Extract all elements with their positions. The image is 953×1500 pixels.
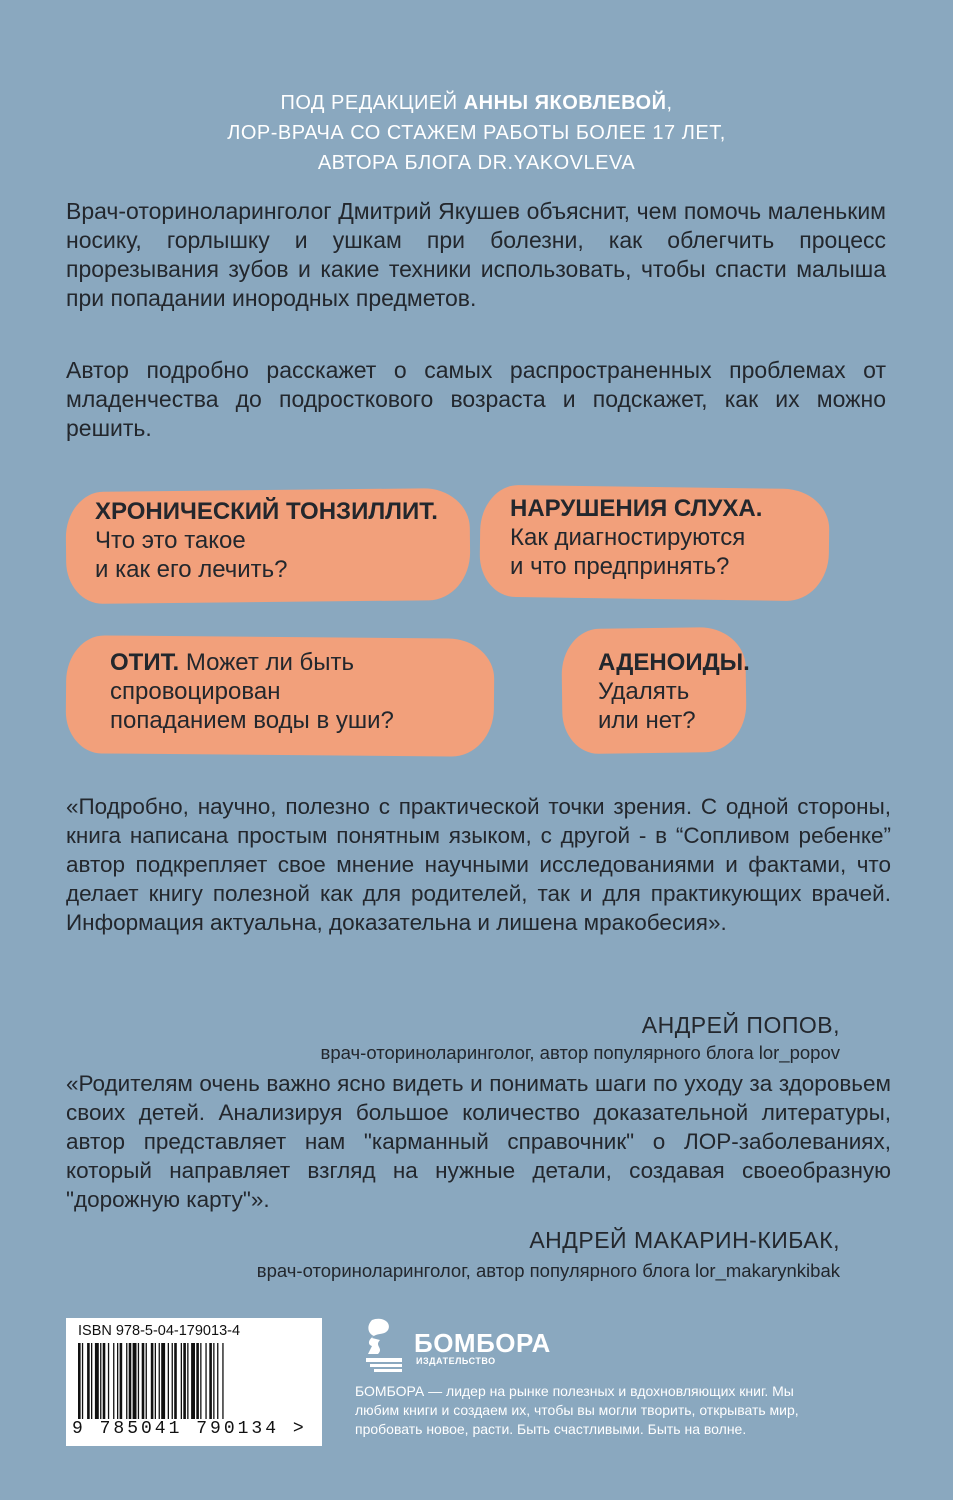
barcode-number: 9 785041 790134 > [72, 1419, 307, 1439]
topic-line: Может ли быть [179, 649, 355, 676]
editor-credit [0, 88, 953, 178]
barcode-icon [76, 1343, 312, 1421]
bombora-logo-icon [362, 1316, 408, 1374]
publisher-brand-sub: ИЗДАТЕЛЬСТВО [416, 1356, 496, 1366]
topic-text-adenoids [598, 648, 750, 735]
review-author-desc-1: врач-оториноларинголог, автор популярного блога lor_popov [320, 1042, 840, 1063]
topic-line: и что предпринять? [510, 553, 730, 580]
review-quote-2: «Родителям очень важно ясно видеть и понимать шаги по уходу за здоровьем своих детей. Анализируя большое количество доказательной литературы, автор представляет нам "карманный справочник" о ЛОР-заболеваниях, который направляет взгляд на нужные детали, создавая своеобразную "дорожную карту"». [66, 1071, 891, 1212]
description-paragraph-2: Автор подробно расскажет о самых распространенных проблемах от младенчества до подросткового возраста и подскажет, как их можно решить. [66, 357, 886, 441]
topic-line: или нет? [598, 707, 696, 734]
topic-line: попаданием воды в уши? [110, 707, 394, 734]
description-paragraph-1: Врач-оториноларинголог Дмитрий Якушев объяснит, чем помочь маленьким носику, горлышку и ушкам при болезни, как облегчить процесс прорезывания зубов и какие техники использовать, чтобы спасти малыша при попадании инородных предметов. [66, 198, 886, 311]
review-author-desc-2: врач-оториноларинголог, автор популярного блога lor_makarynkibak [256, 1260, 840, 1281]
topic-text-tonsillitis [95, 497, 438, 584]
review-quote-1: «Подробно, научно, полезно с практической точки зрения. С одной стороны, книга написана простым понятным языком, с другой - в “Сопливом ребенке” автор подкрепляет свое мнение научными исследованиями и фактами, что делает книгу полезной как для родителей, так и для практикующих врачей. Информация актуальна, доказательна и лишена мракобесия». [66, 794, 891, 935]
isbn-label: ISBN 978-5-04-179013-4 [78, 1323, 241, 1339]
editor-suffix: , [666, 92, 673, 114]
topic-line: Удалять [598, 678, 690, 705]
topic-title: НАРУШЕНИЯ СЛУХА. [510, 495, 763, 522]
publisher-description: БОМБОРА — лидер на рынке полезных и вдохновляющих книг. Мы любим книги и создаем их, чтобы вы могли творить, открывать мир, пробовать новое, расти. Быть счастливыми. Быть на волне. [355, 1383, 799, 1437]
topic-line: Как диагностируются [510, 524, 746, 551]
topic-text-otitis [110, 648, 394, 735]
editor-line-2: ЛОР-ВРАЧА СО СТАЖЕМ РАБОТЫ БОЛЕЕ 17 ЛЕТ, [227, 122, 726, 144]
topic-line: и как его лечить? [95, 556, 288, 583]
topic-line: спровоцирован [110, 678, 281, 705]
review-author-2: АНДРЕЙ МАКАРИН-КИБАК, [529, 1227, 840, 1253]
barcode-box [66, 1318, 322, 1446]
review-author-1: АНДРЕЙ ПОПОВ, [641, 1012, 840, 1038]
editor-line-3: АВТОРА БЛОГА DR.YAKOVLEVA [317, 152, 636, 174]
topic-line: Что это такое [95, 527, 246, 554]
publisher-brand: БОМБОРА [414, 1328, 551, 1358]
editor-prefix: ПОД РЕДАКЦИЕЙ [280, 92, 464, 114]
topic-title: АДЕНОИДЫ. [598, 649, 750, 676]
topic-text-hearing [510, 494, 762, 581]
editor-line-1 [0, 88, 953, 118]
topic-title: ОТИТ. [110, 649, 180, 676]
topic-title: ХРОНИЧЕСКИЙ ТОНЗИЛЛИТ. [95, 498, 438, 525]
editor-name: АННЫ ЯКОВЛЕВОЙ [463, 92, 667, 114]
